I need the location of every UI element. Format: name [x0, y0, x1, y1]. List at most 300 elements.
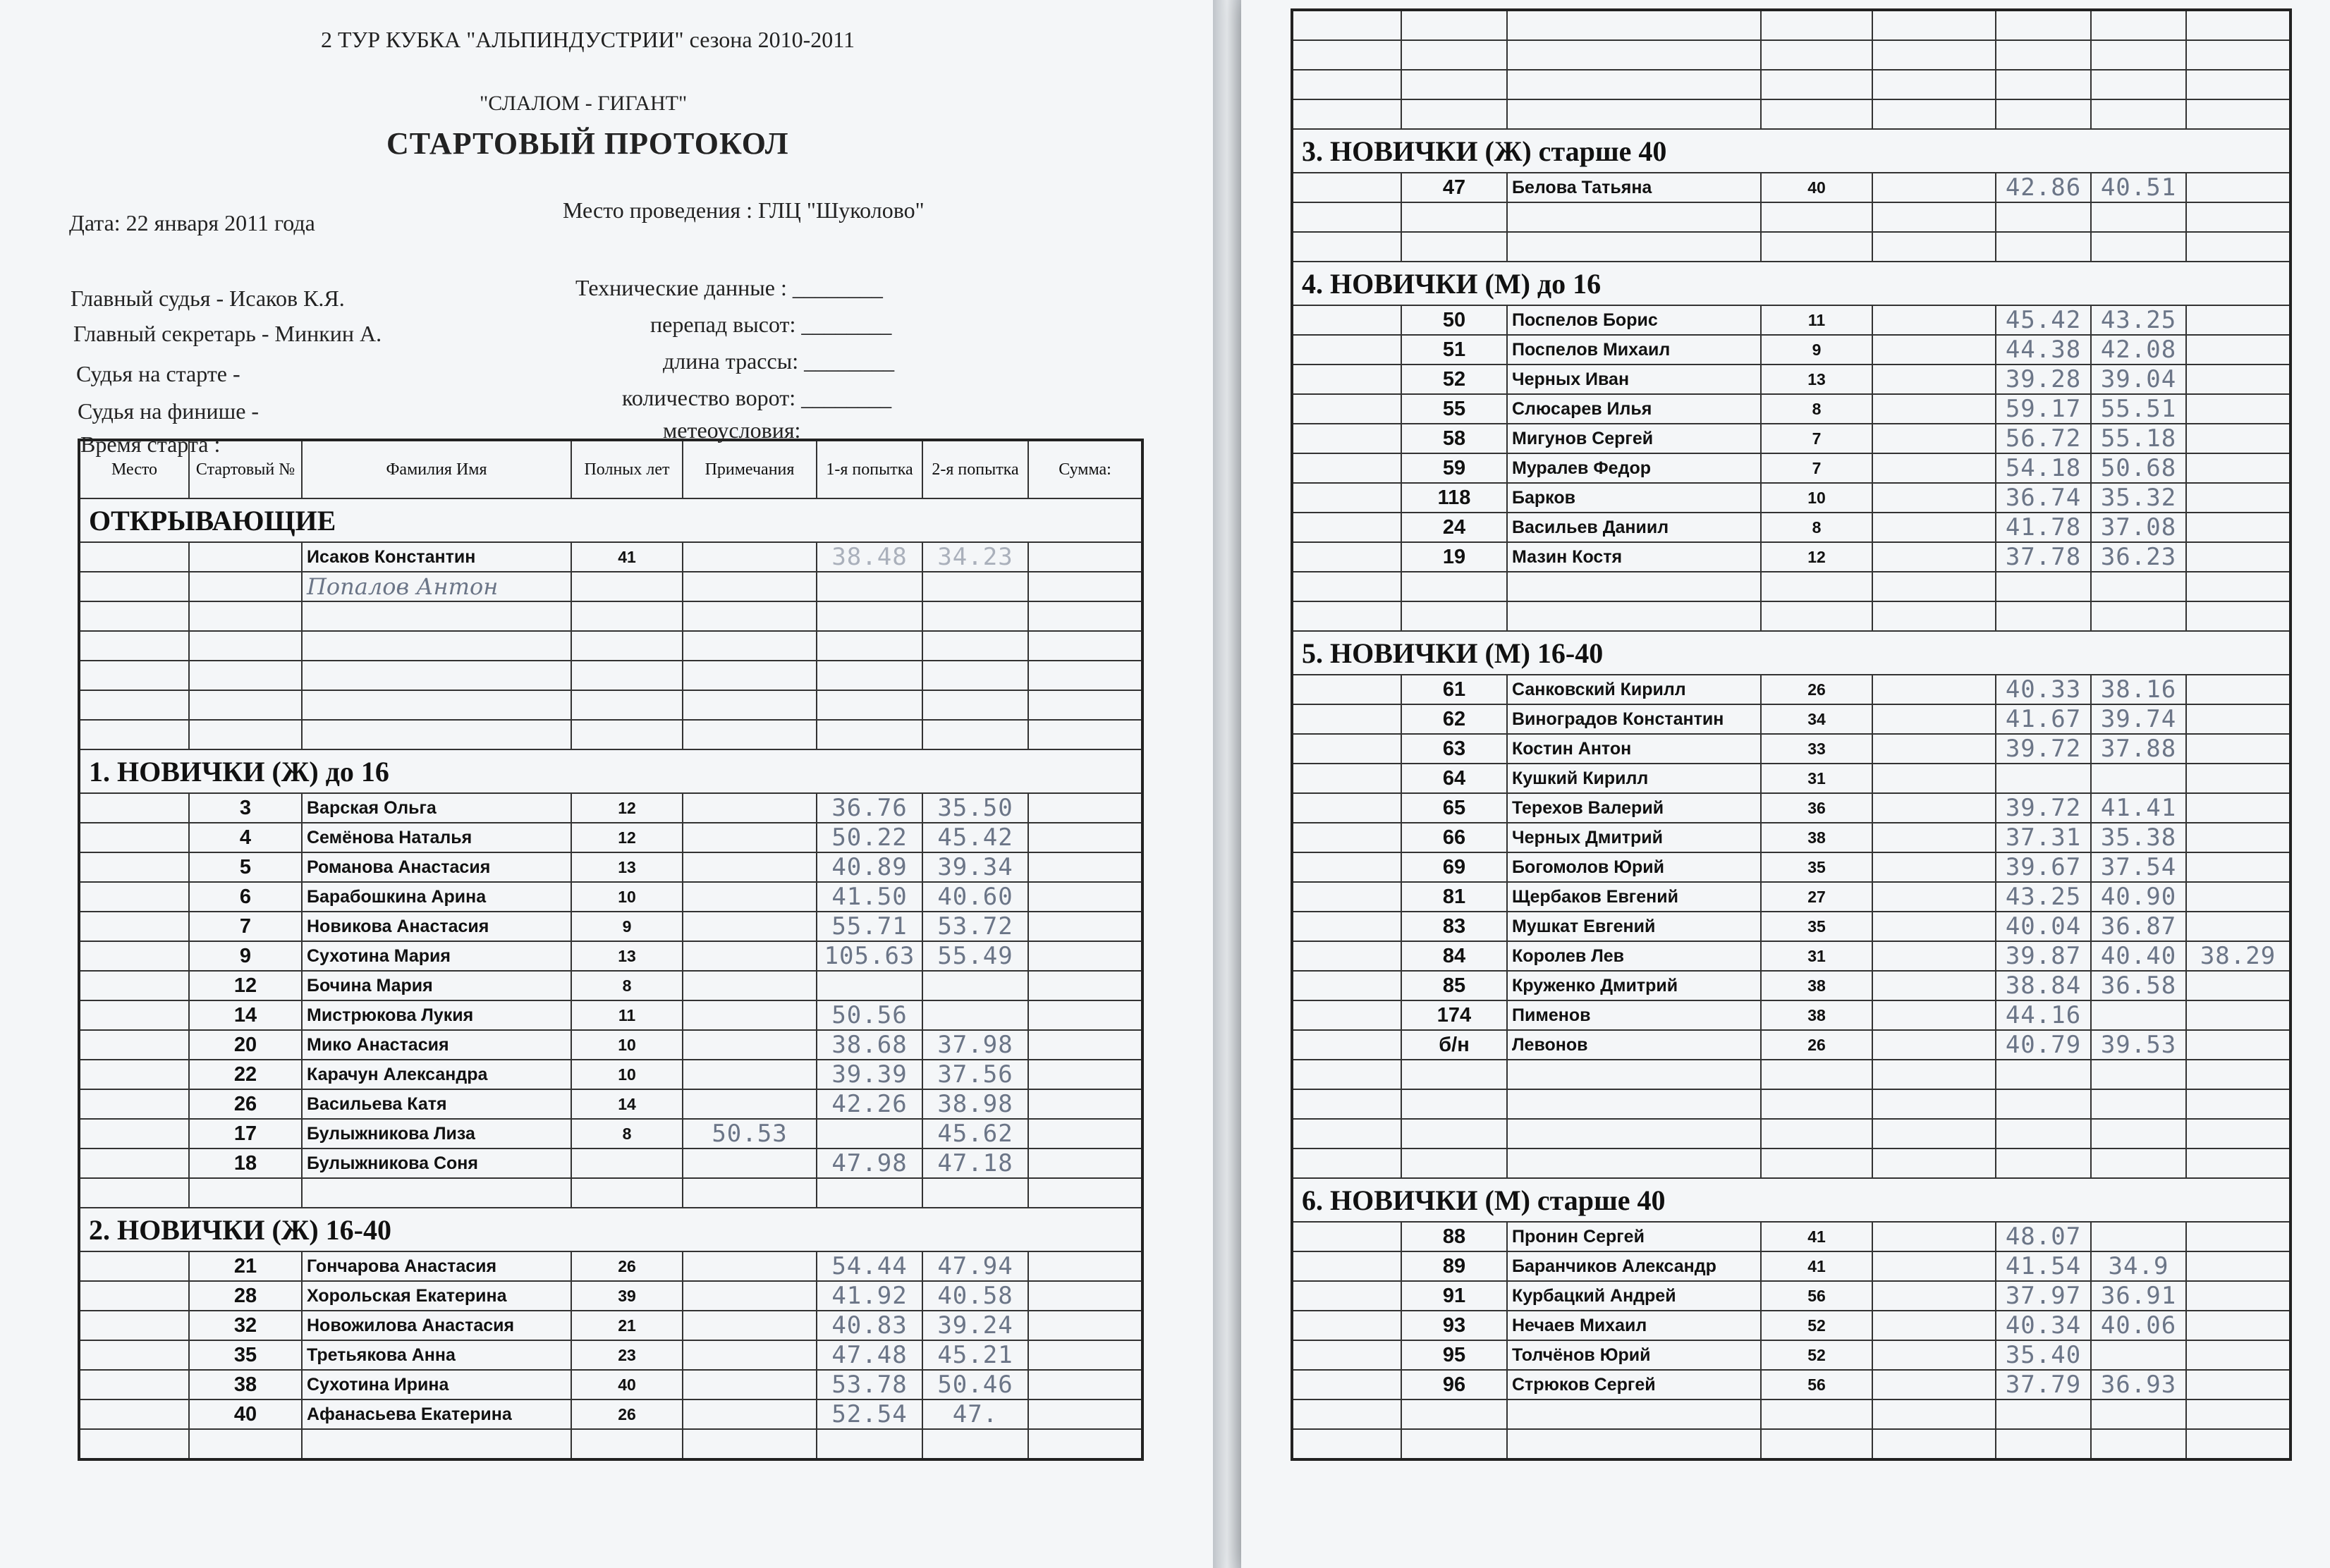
bib-cell: 4: [189, 823, 302, 852]
bib-cell: 5: [189, 852, 302, 882]
place-cell: [1292, 704, 1401, 734]
run1-cell: 36.74: [1996, 483, 2091, 513]
blank-cell: [571, 601, 683, 631]
blank-cell: [1028, 1178, 1142, 1208]
run1-cell: 37.31: [1996, 823, 2091, 852]
age-cell: 8: [1761, 394, 1872, 424]
venue-label: Место проведения : ГЛЦ "Шуколово": [563, 197, 925, 223]
blank-cell: [571, 1178, 683, 1208]
age-cell: 21: [571, 1311, 683, 1340]
age-cell: 31: [1761, 764, 1872, 793]
blank-row: [1292, 601, 2291, 631]
blank-cell: [817, 601, 922, 631]
place-cell: [79, 1119, 189, 1149]
total-cell: [2186, 513, 2291, 542]
age-cell: 34: [1761, 704, 1872, 734]
bib-cell: 26: [189, 1089, 302, 1119]
table-row: [1292, 483, 2291, 513]
age-cell: 38: [1761, 971, 1872, 1000]
total-cell: [1028, 1281, 1142, 1311]
age-cell: 26: [1761, 675, 1872, 704]
blank-cell: [1872, 1089, 1996, 1119]
bib-cell: 6: [189, 882, 302, 912]
notes-cell: [1872, 453, 1996, 483]
run2-cell: 50.68: [2091, 453, 2186, 483]
run2-cell: 36.91: [2091, 1281, 2186, 1311]
blank-row: [1292, 1119, 2291, 1149]
blank-cell: [1507, 1429, 1761, 1459]
run2-cell: 43.25: [2091, 305, 2186, 335]
blank-cell: [2186, 1060, 2291, 1089]
bib-cell: 84: [1401, 941, 1507, 971]
blank-cell: [1292, 1119, 1401, 1149]
blank-cell: [817, 720, 922, 749]
blank-cell: [1292, 572, 1401, 601]
blank-cell: [302, 631, 571, 661]
run2-cell: 40.06: [2091, 1311, 2186, 1340]
table-row: [1292, 882, 2291, 912]
place-cell: [79, 1370, 189, 1399]
blank-row: [1292, 1399, 2291, 1429]
blank-cell: [1507, 1060, 1761, 1089]
section-title: ОТКРЫВАЮЩИЕ: [79, 498, 1142, 542]
table-row: [1292, 1281, 2291, 1311]
blank-cell: [1292, 232, 1401, 262]
blank-cell: [1292, 40, 1401, 70]
age-cell: 9: [571, 912, 683, 941]
notes-cell: [1872, 1281, 1996, 1311]
run2-cell: 55.18: [2091, 424, 2186, 453]
bib-cell: 64: [1401, 764, 1507, 793]
run1-cell: 39.72: [1996, 734, 2091, 764]
blank-cell: [1401, 202, 1507, 232]
name-cell: Пименов: [1507, 1000, 1761, 1030]
name-cell: Терехов Валерий: [1507, 793, 1761, 823]
tour-title: 2 ТУР КУБКА "АЛЬПИНДУСТРИИ" сезона 2010-2011: [321, 27, 855, 52]
name-cell: Гончарова Анастасия: [302, 1251, 571, 1281]
place-cell: [79, 1030, 189, 1060]
blank-cell: [1996, 1399, 2091, 1429]
blank-cell: [1292, 1060, 1401, 1089]
notes-cell: [1872, 882, 1996, 912]
place-cell: [79, 912, 189, 941]
run2-cell: 39.04: [2091, 365, 2186, 394]
place-cell: [1292, 882, 1401, 912]
run2-cell: 39.74: [2091, 704, 2186, 734]
blank-cell: [922, 601, 1028, 631]
bib-cell: 88: [1401, 1222, 1507, 1251]
run2-cell: 37.98: [922, 1030, 1028, 1060]
place-cell: [1292, 453, 1401, 483]
run1-cell: 40.04: [1996, 912, 2091, 941]
blank-cell: [2091, 572, 2186, 601]
place-cell: [1292, 365, 1401, 394]
run1-cell: 40.89: [817, 852, 922, 882]
blank-cell: [922, 661, 1028, 690]
blank-cell: [302, 601, 571, 631]
blank-cell: [1761, 40, 1872, 70]
notes-cell: [1872, 1251, 1996, 1281]
total-cell: [1028, 1251, 1142, 1281]
section-row: [1292, 129, 2291, 173]
notes-cell: [683, 1251, 817, 1281]
total-cell: [2186, 542, 2291, 572]
name-cell: Исаков Константин: [302, 542, 571, 572]
age-cell: 35: [1761, 852, 1872, 882]
bib-cell: 85: [1401, 971, 1507, 1000]
blank-cell: [1292, 10, 1401, 40]
run2-cell: 37.54: [2091, 852, 2186, 882]
name-cell: Мистрюкова Лукия: [302, 1000, 571, 1030]
blank-row: [79, 720, 1142, 749]
run1-cell: 53.78: [817, 1370, 922, 1399]
total-cell: [2186, 453, 2291, 483]
age-cell: 33: [1761, 734, 1872, 764]
name-cell: Санковский Кирилл: [1507, 675, 1761, 704]
blank-cell: [1292, 1149, 1401, 1178]
blank-cell: [79, 1429, 189, 1459]
blank-cell: [817, 1429, 922, 1459]
bib-cell: 22: [189, 1060, 302, 1089]
table-row: [79, 542, 1142, 572]
run2-cell: 50.46: [922, 1370, 1028, 1399]
blank-cell: [571, 661, 683, 690]
blank-cell: [79, 1178, 189, 1208]
run1-cell: [817, 971, 922, 1000]
total-cell: [1028, 572, 1142, 601]
total-cell: [2186, 173, 2291, 202]
table-row: [1292, 173, 2291, 202]
run2-cell: 37.56: [922, 1060, 1028, 1089]
name-cell: Щербаков Евгений: [1507, 882, 1761, 912]
run1-cell: 38.48: [817, 542, 922, 572]
name-cell: Нечаев Михаил: [1507, 1311, 1761, 1340]
run1-cell: 38.84: [1996, 971, 2091, 1000]
name-cell: Карачун Александра: [302, 1060, 571, 1089]
place-cell: [1292, 1281, 1401, 1311]
run1-cell: 39.67: [1996, 852, 2091, 882]
place-cell: [79, 882, 189, 912]
blank-cell: [1761, 572, 1872, 601]
blank-cell: [2091, 1429, 2186, 1459]
total-cell: [1028, 852, 1142, 882]
age-cell: 13: [571, 852, 683, 882]
run2-cell: [2091, 1000, 2186, 1030]
total-cell: [1028, 1311, 1142, 1340]
total-cell: [1028, 1399, 1142, 1429]
blank-cell: [922, 690, 1028, 720]
place-cell: [1292, 173, 1401, 202]
notes-cell: [683, 1089, 817, 1119]
table-row: [1292, 305, 2291, 335]
blank-cell: [2186, 1089, 2291, 1119]
run1-cell: 44.16: [1996, 1000, 2091, 1030]
run1-cell: 41.92: [817, 1281, 922, 1311]
blank-row: [79, 601, 1142, 631]
age-cell: 10: [571, 882, 683, 912]
bib-cell: 55: [1401, 394, 1507, 424]
blank-cell: [922, 631, 1028, 661]
blank-cell: [1761, 601, 1872, 631]
total-cell: [2186, 675, 2291, 704]
table-row: [79, 1060, 1142, 1089]
total-cell: [2186, 335, 2291, 365]
blank-cell: [1401, 601, 1507, 631]
notes-cell: [683, 1340, 817, 1370]
notes-cell: [1872, 173, 1996, 202]
blank-cell: [571, 1429, 683, 1459]
blank-cell: [1761, 10, 1872, 40]
table-row: [1292, 1000, 2291, 1030]
run2-cell: 40.58: [922, 1281, 1028, 1311]
age-cell: 39: [571, 1281, 683, 1311]
blank-cell: [1507, 1119, 1761, 1149]
notes-cell: [1872, 483, 1996, 513]
table-row: [79, 912, 1142, 941]
blank-cell: [1996, 601, 2091, 631]
notes-cell: [1872, 852, 1996, 882]
blank-cell: [922, 1429, 1028, 1459]
table-row: [1292, 675, 2291, 704]
blank-cell: [1401, 1089, 1507, 1119]
blank-cell: [1872, 1060, 1996, 1089]
blank-cell: [189, 631, 302, 661]
run2-cell: 39.34: [922, 852, 1028, 882]
age-cell: [571, 1149, 683, 1178]
discipline-title: "СЛАЛОМ - ГИГАНТ": [480, 92, 688, 115]
notes-cell: [683, 572, 817, 601]
blank-cell: [1292, 1399, 1401, 1429]
bib-cell: 58: [1401, 424, 1507, 453]
chief-secretary: Главный секретарь - Минкин А.: [73, 321, 382, 346]
bib-cell: 95: [1401, 1340, 1507, 1370]
blank-cell: [1028, 601, 1142, 631]
notes-cell: [1872, 1222, 1996, 1251]
place-cell: [79, 1311, 189, 1340]
bib-cell: 14: [189, 1000, 302, 1030]
blank-cell: [189, 690, 302, 720]
table-row: [1292, 453, 2291, 483]
blank-cell: [1401, 10, 1507, 40]
blank-cell: [1872, 1149, 1996, 1178]
age-cell: 56: [1761, 1281, 1872, 1311]
run1-cell: 41.54: [1996, 1251, 2091, 1281]
total-cell: [2186, 1311, 2291, 1340]
name-cell: Новожилова Анастасия: [302, 1311, 571, 1340]
place-cell: [1292, 852, 1401, 882]
notes-cell: [1872, 675, 1996, 704]
name-cell: Булыжникова Соня: [302, 1149, 571, 1178]
total-cell: [2186, 1000, 2291, 1030]
blank-row: [1292, 1060, 2291, 1089]
table-header-row: [79, 440, 1142, 498]
run2-cell: 42.08: [2091, 335, 2186, 365]
section-row: [1292, 262, 2291, 305]
blank-cell: [1761, 232, 1872, 262]
name-cell: Сухотина Ирина: [302, 1370, 571, 1399]
run1-cell: 36.76: [817, 793, 922, 823]
bib-cell: 3: [189, 793, 302, 823]
table-row: [79, 793, 1142, 823]
blank-cell: [1401, 40, 1507, 70]
section-row: [79, 1208, 1142, 1251]
name-cell: Булыжникова Лиза: [302, 1119, 571, 1149]
table-row: [79, 1119, 1142, 1149]
run2-cell: 38.98: [922, 1089, 1028, 1119]
total-cell: [2186, 1281, 2291, 1311]
section-title: 2. НОВИЧКИ (Ж) 16-40: [79, 1208, 1142, 1251]
bib-cell: 17: [189, 1119, 302, 1149]
table-row: [1292, 971, 2291, 1000]
notes-cell: [1872, 912, 1996, 941]
run1-cell: 40.79: [1996, 1030, 2091, 1060]
protocol-title: СТАРТОВЫЙ ПРОТОКОЛ: [386, 126, 789, 161]
blank-cell: [189, 661, 302, 690]
name-cell: Варская Ольга: [302, 793, 571, 823]
notes-cell: [1872, 513, 1996, 542]
blank-cell: [1872, 572, 1996, 601]
run2-cell: 40.60: [922, 882, 1028, 912]
run1-cell: 54.18: [1996, 453, 2091, 483]
blank-cell: [2091, 1149, 2186, 1178]
bib-cell: 28: [189, 1281, 302, 1311]
total-cell: [2186, 1340, 2291, 1370]
blank-cell: [79, 631, 189, 661]
place-cell: [1292, 1000, 1401, 1030]
place-cell: [1292, 764, 1401, 793]
blank-cell: [1292, 601, 1401, 631]
total-cell: [2186, 704, 2291, 734]
place-cell: [1292, 1311, 1401, 1340]
blank-cell: [1761, 1149, 1872, 1178]
total-cell: [2186, 882, 2291, 912]
blank-cell: [1507, 99, 1761, 129]
table-row: [1292, 764, 2291, 793]
notes-cell: [683, 1030, 817, 1060]
name-cell: Королев Лев: [1507, 941, 1761, 971]
blank-cell: [2091, 1119, 2186, 1149]
run1-cell: 43.25: [1996, 882, 2091, 912]
run1-cell: 39.39: [817, 1060, 922, 1089]
bib-cell: 63: [1401, 734, 1507, 764]
bib-cell: [189, 572, 302, 601]
blank-cell: [1872, 1399, 1996, 1429]
blank-cell: [2186, 99, 2291, 129]
total-cell: [2186, 764, 2291, 793]
blank-cell: [1507, 40, 1761, 70]
place-cell: [79, 1251, 189, 1281]
blank-cell: [1996, 70, 2091, 99]
run2-cell: 36.87: [2091, 912, 2186, 941]
table-row: [79, 882, 1142, 912]
blank-cell: [2186, 572, 2291, 601]
run2-cell: 40.90: [2091, 882, 2186, 912]
blank-cell: [1872, 601, 1996, 631]
blank-cell: [1507, 572, 1761, 601]
blank-row: [1292, 1089, 2291, 1119]
notes-cell: [1872, 424, 1996, 453]
table-row: [1292, 852, 2291, 882]
blank-cell: [2186, 232, 2291, 262]
name-cell: Васильева Катя: [302, 1089, 571, 1119]
total-cell: [1028, 971, 1142, 1000]
total-cell: [1028, 1000, 1142, 1030]
section-title: 1. НОВИЧКИ (Ж) до 16: [79, 749, 1142, 793]
notes-cell: [683, 542, 817, 572]
bib-cell: 62: [1401, 704, 1507, 734]
blank-cell: [1872, 232, 1996, 262]
bib-cell: 12: [189, 971, 302, 1000]
blank-cell: [79, 720, 189, 749]
place-cell: [79, 1399, 189, 1429]
run2-cell: 40.40: [2091, 941, 2186, 971]
blank-cell: [1292, 1089, 1401, 1119]
blank-cell: [2091, 601, 2186, 631]
blank-cell: [1401, 1399, 1507, 1429]
run2-cell: 35.32: [2091, 483, 2186, 513]
run2-cell: 41.41: [2091, 793, 2186, 823]
blank-cell: [2091, 1399, 2186, 1429]
total-cell: [1028, 1030, 1142, 1060]
bib-cell: 7: [189, 912, 302, 941]
place-cell: [1292, 734, 1401, 764]
bib-cell: 61: [1401, 675, 1507, 704]
age-cell: 26: [1761, 1030, 1872, 1060]
chief-judge: Главный судья - Исаков К.Я.: [71, 286, 345, 311]
notes-cell: [683, 882, 817, 912]
blank-cell: [683, 631, 817, 661]
age-cell: [571, 572, 683, 601]
col-run2: 2-я попытка: [922, 440, 1028, 498]
total-cell: [2186, 305, 2291, 335]
run1-cell: 42.26: [817, 1089, 922, 1119]
blank-cell: [2091, 1089, 2186, 1119]
table-row: [1292, 365, 2291, 394]
notes-cell: [1872, 941, 1996, 971]
name-cell: Баранчиков Александр: [1507, 1251, 1761, 1281]
bib-cell: 18: [189, 1149, 302, 1178]
notes-cell: [683, 1399, 817, 1429]
blank-cell: [571, 720, 683, 749]
blank-cell: [1507, 1089, 1761, 1119]
bib-cell: 69: [1401, 852, 1507, 882]
total-cell: [1028, 1089, 1142, 1119]
table-row: [1292, 424, 2291, 453]
run2-cell: [922, 971, 1028, 1000]
bib-cell: 50: [1401, 305, 1507, 335]
age-cell: 41: [1761, 1251, 1872, 1281]
blank-cell: [1507, 601, 1761, 631]
blank-cell: [1872, 202, 1996, 232]
total-cell: [2186, 365, 2291, 394]
place-cell: [1292, 424, 1401, 453]
notes-cell: [1872, 764, 1996, 793]
name-cell: Кушкий Кирилл: [1507, 764, 1761, 793]
table-row: [1292, 394, 2291, 424]
age-cell: 38: [1761, 823, 1872, 852]
blank-cell: [1996, 1429, 2091, 1459]
place-cell: [79, 1000, 189, 1030]
bib-cell: 24: [1401, 513, 1507, 542]
blank-cell: [302, 661, 571, 690]
name-cell: Афанасьева Екатерина: [302, 1399, 571, 1429]
blank-cell: [571, 631, 683, 661]
blank-cell: [683, 720, 817, 749]
blank-cell: [302, 1429, 571, 1459]
notes-cell: [683, 823, 817, 852]
section-title: 5. НОВИЧКИ (М) 16-40: [1292, 631, 2291, 675]
age-cell: 10: [571, 1030, 683, 1060]
